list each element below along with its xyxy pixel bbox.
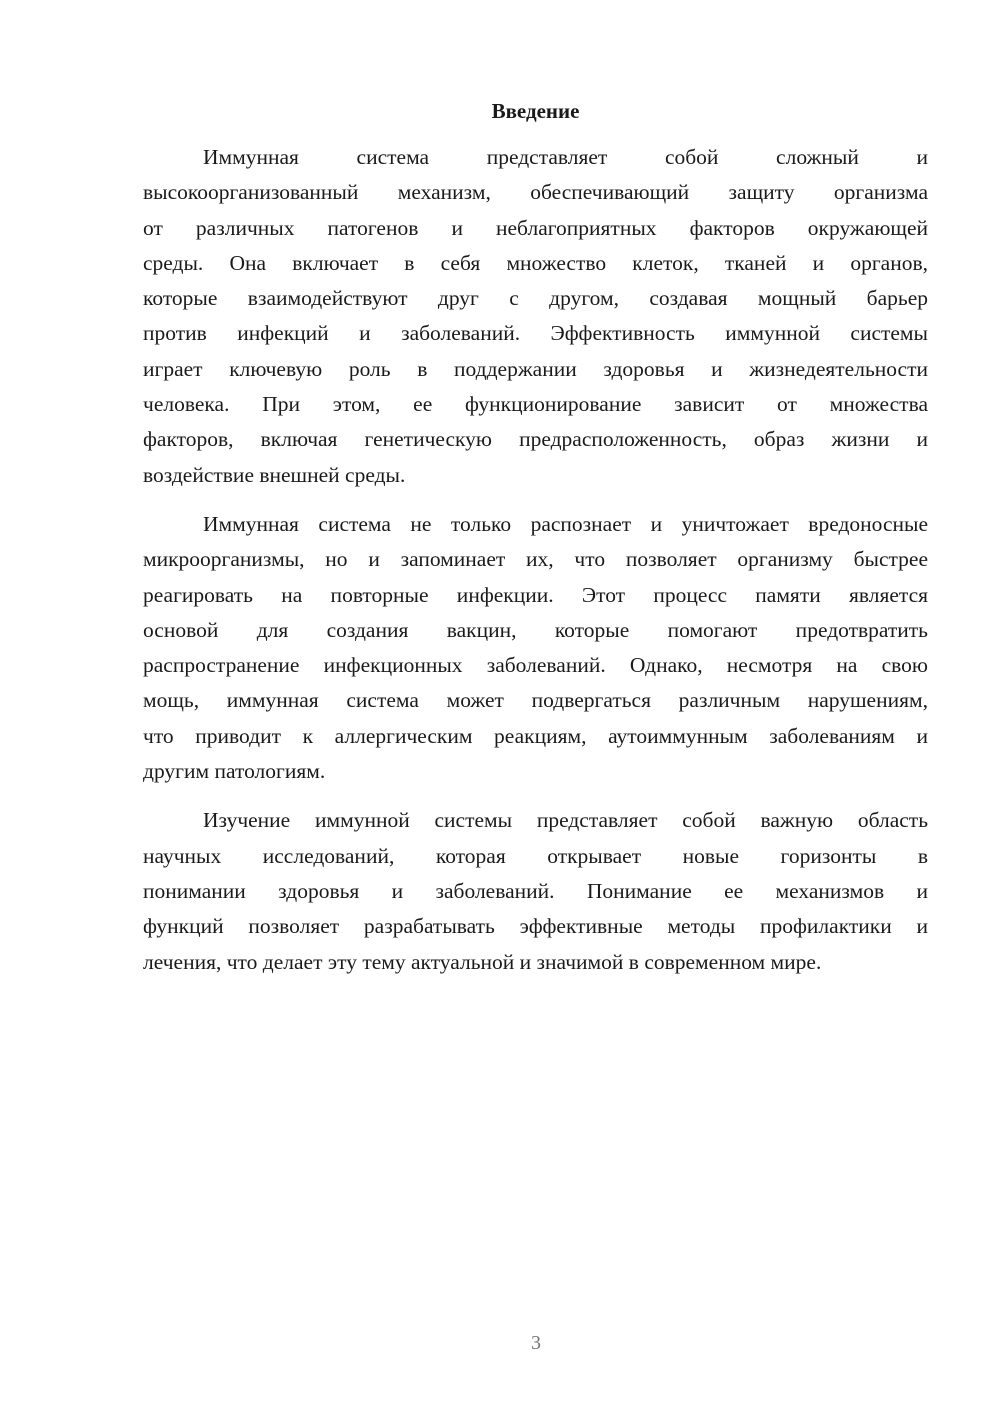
text-line: лечения, что делает эту тему актуальной и значимой в современном мире. <box>143 949 822 974</box>
section-title: Введение <box>491 99 580 123</box>
text-line: научных исследований, которая открывает новые горизонты в <box>143 843 928 868</box>
paragraph-3 <box>143 803 928 979</box>
document-body <box>143 96 928 980</box>
text-line: Иммунная система не только распознает и уничтожает вредоносные <box>203 511 928 536</box>
paragraph-1 <box>143 140 928 493</box>
text-line: воздействие внешней среды. <box>143 462 406 487</box>
text-line: понимании здоровья и заболеваний. Понимание ее механизмов и <box>143 878 928 903</box>
text-line: микроорганизмы, но и запоминает их, что позволяет организму быстрее <box>143 547 928 572</box>
text-line: от различных патогенов и неблагоприятных факторов окружающей <box>143 215 928 240</box>
text-line: Изучение иммунной системы представляет собой важную область <box>203 808 928 833</box>
text-line: другим патологиям. <box>143 759 326 784</box>
text-line: играет ключевую роль в поддержании здоровья и жизнедеятельности <box>143 356 928 381</box>
text-line: реагировать на повторные инфекции. Этот процесс памяти является <box>143 582 928 607</box>
paragraph-2 <box>143 507 928 789</box>
text-line: которые взаимодействуют друг с другом, создавая мощный барьер <box>143 286 928 311</box>
text-line: что приводит к аллергическим реакциям, аутоиммунным заболеваниям и <box>143 723 928 748</box>
text-line: Иммунная система представляет собой сложный и <box>203 145 928 169</box>
text-line: человека. При этом, ее функционирование зависит от множества <box>143 392 928 417</box>
text-line: основой для создания вакцин, которые помогают предотвратить <box>143 617 928 642</box>
text-line: среды. Она включает в себя множество клеток, тканей и органов, <box>143 250 928 275</box>
page-number: 3 <box>531 1332 541 1354</box>
text-line: факторов, включая генетическую предрасположенность, образ жизни и <box>143 427 928 452</box>
text-line: распространение инфекционных заболеваний. Однако, несмотря на свою <box>143 653 928 678</box>
text-line: функций позволяет разрабатывать эффективные методы профилактики и <box>143 914 928 939</box>
text-line: высокоорганизованный механизм, обеспечивающий защиту организма <box>143 180 928 205</box>
text-line: против инфекций и заболеваний. Эффективность иммунной системы <box>143 321 928 346</box>
text-line: мощь, иммунная система может подвергаться различным нарушениям, <box>143 688 928 713</box>
